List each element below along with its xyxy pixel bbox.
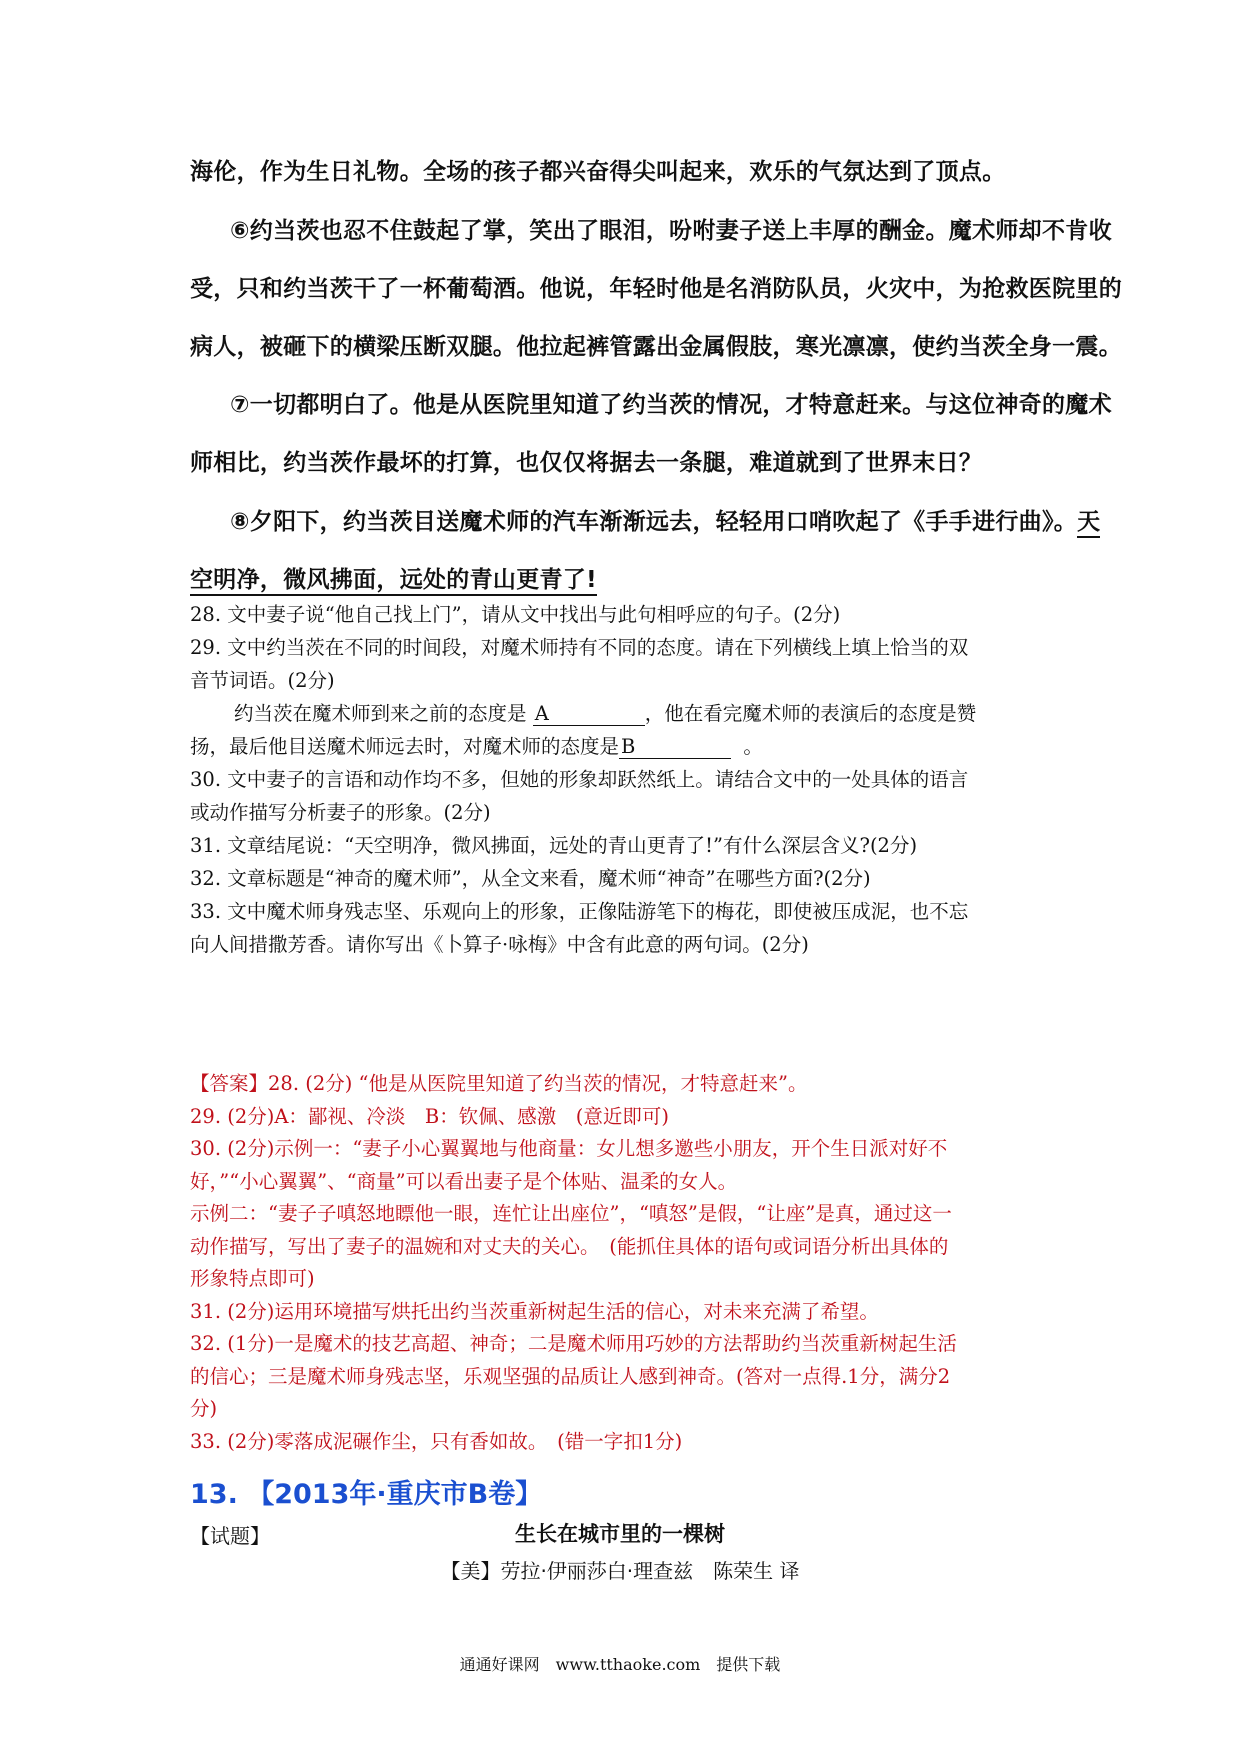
answer-30-cont: 好，”“小心翼翼”、“商量”可以看出妻子是个体贴、温柔的女人。 [190, 1169, 738, 1193]
answer-30: 30. (2分)示例一：“妻子小心翼翼地与他商量：女儿想多邀些小朋友，开个生日派对好不 [190, 1137, 948, 1160]
answer-32: 32. (1分)一是魔术的技艺高超、神奇；二是魔术师用巧妙的方法帮助约当茨重新树起生活 [190, 1332, 957, 1355]
question-33-cont: 向人间措撒芳香。请你写出《卜算子·咏梅》中含有此意的两句词。(2分) [190, 933, 809, 956]
answer-31: 31. (2分)运用环境描写烘托出约当茨重新树起生活的信心，对未来充满了希望。 [190, 1299, 879, 1323]
underlined-text: 空明净，微风拂面，远处的青山更青了! [190, 567, 597, 596]
answer-28: 【答案】28. (2分) “他是从医院里知道了约当茨的情况，才特意赶来”。 [190, 1072, 808, 1095]
story-line [190, 561, 597, 594]
answer-32-cont: 分) [190, 1397, 218, 1420]
fill-text: 约当茨在魔术师到来之前的态度是 [234, 702, 527, 725]
passage-author: 【美】劳拉·伊丽莎白·理查兹 陈荣生 译 [440, 1559, 800, 1583]
story-text: ⑧夕阳下，约当茨目送魔术师的汽车渐渐远去，轻轻用口哨吹起了《手手进行曲》。 [230, 509, 1078, 535]
story-line: 海伦，作为生日礼物。全场的孩子都兴奋得尖叫起来，欢乐的气氛达到了顶点。 [190, 159, 1006, 185]
answer-30-example-2: 示例二：“妻子子嗔怒地瞟他一眼，连忙让出座位”，“嗔怒”是假，“让座”是真，通过这一 [190, 1202, 952, 1225]
story-line: 病人，被砸下的横梁压断双腿。他拉起裤管露出金属假肢，寒光凛凛，使约当茨全身一震。 [190, 334, 1122, 360]
answer-32-cont: 的信心；三是魔术师身残志坚，乐观坚强的品质让人感到神奇。(答对一点得.1分，满分2 [190, 1364, 951, 1388]
question-33: 33. 文中魔术师身残志坚、乐观向上的形象，正像陆游笔下的梅花，即使被压成泥，也不忘 [190, 900, 969, 923]
passage-title: 生长在城市里的一棵树 [515, 1522, 725, 1546]
answer-30-cont: 动作描写，写出了妻子的温婉和对丈夫的关心。 (能抓住具体的语句或词语分析出具体的 [190, 1234, 949, 1258]
section-heading: 13. 【2013年·重庆市B卷】 [190, 1479, 543, 1510]
story-line: 受，只和约当茨干了一杯葡萄酒。他说，年轻时他是名消防队员，火灾中，为抢救医院里的 [190, 276, 1122, 302]
fill-text: 。 [743, 735, 763, 758]
question-29-fill [190, 697, 1070, 730]
story-paragraph-7: ⑦一切都明白了。他是从医院里知道了约当茨的情况，才特意赶来。与这位神奇的魔术 [230, 392, 1112, 418]
question-28: 28. 文中妻子说“他自己找上门”，请从文中找出与此句相呼应的句子。(2分) [190, 603, 841, 626]
answer-30-cont: 形象特点即可) [190, 1267, 315, 1290]
blank-b: B [619, 736, 731, 759]
answer-29: 29. (2分)A：鄙视、冷淡 B：钦佩、感激 (意近即可) [190, 1104, 669, 1128]
underlined-text: 天 [1077, 509, 1100, 538]
question-29-fill-cont [190, 730, 1070, 763]
questions-block [190, 598, 1070, 961]
question-30-cont: 或动作描写分析妻子的形象。(2分) [190, 801, 491, 824]
answer-33: 33. (2分)零落成泥碾作尘，只有香如故。 (错一字扣1分) [190, 1429, 683, 1453]
answers-block [190, 1068, 1070, 1458]
page-footer: 通通好课网 www.tthaoke.com 提供下载 [459, 1655, 781, 1674]
story-line: 师相比，约当茨作最坏的打算，也仅仅将据去一条腿，难道就到了世界末日？ [190, 450, 983, 476]
trial-label: 【试题】 [190, 1524, 270, 1548]
blank-a: A [533, 703, 645, 726]
question-30: 30. 文中妻子的言语和动作均不多，但她的形象却跃然纸上。请结合文中的一处具体的语言 [190, 768, 969, 791]
question-29-cont: 音节词语。(2分) [190, 669, 335, 692]
story-paragraph-6: ⑥约当茨也忍不住鼓起了掌，笑出了眼泪，吩咐妻子送上丰厚的酬金。魔术师却不肯收 [230, 218, 1112, 244]
fill-text: 扬，最后他目送魔术师远去时，对魔术师的态度是 [190, 735, 620, 758]
fill-text: ，他在看完魔术师的表演后的态度是赞 [644, 702, 977, 725]
question-31: 31. 文章结尾说：“天空明净，微风拂面，远处的青山更青了!”有什么深层含义?(2分) [190, 834, 918, 857]
question-29: 29. 文中约当茨在不同的时间段，对魔术师持有不同的态度。请在下列横线上填上恰当的双 [190, 636, 969, 659]
question-32: 32. 文章标题是“神奇的魔术师”，从全文来看，魔术师“神奇”在哪些方面?(2分) [190, 867, 871, 890]
story-paragraph-8 [230, 503, 1100, 536]
